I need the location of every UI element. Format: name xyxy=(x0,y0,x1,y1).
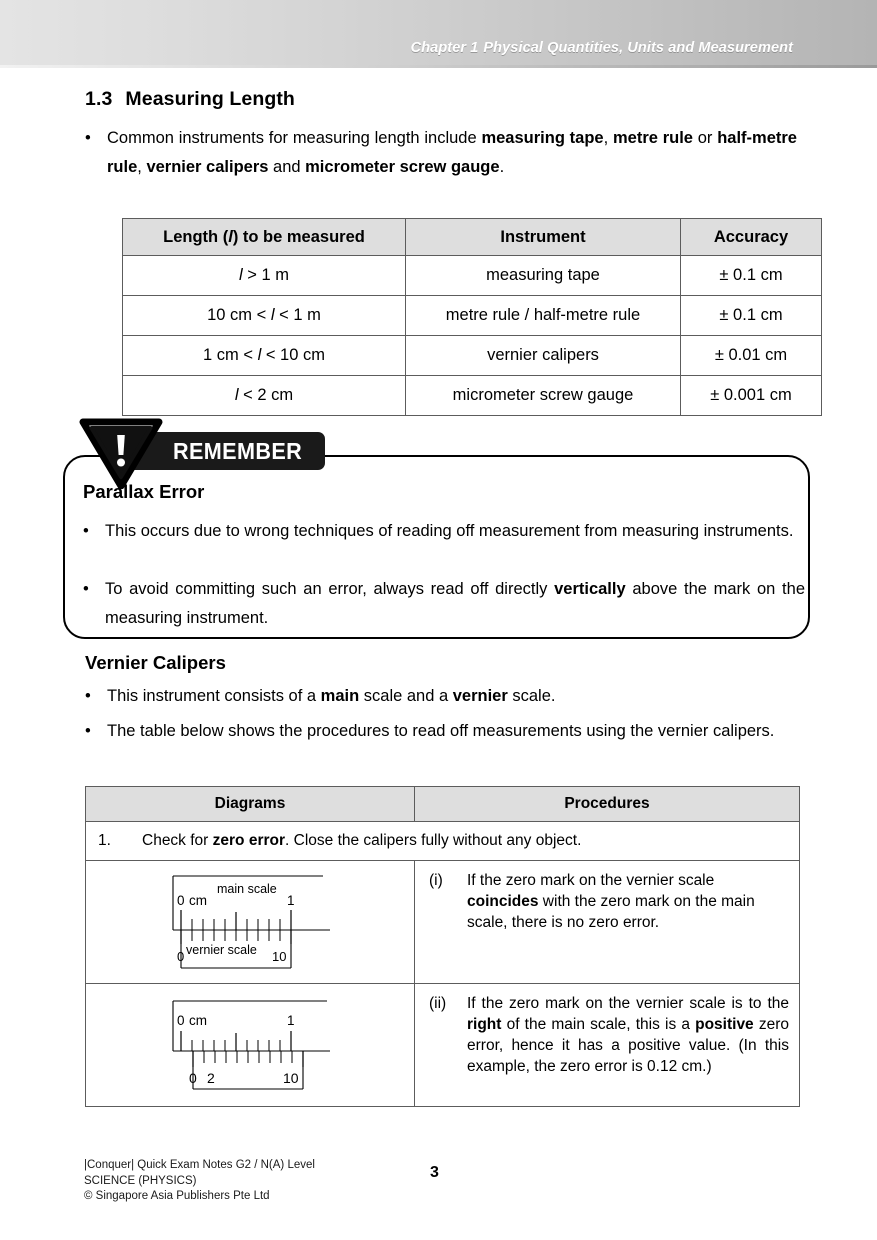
main-scale-label: main scale xyxy=(217,882,277,896)
procedure-step-cell xyxy=(86,822,800,861)
cell-instrument: micrometer screw gauge xyxy=(406,376,681,416)
intro-bold-5: micrometer screw gauge xyxy=(305,158,500,176)
table-row xyxy=(86,861,800,984)
remember-bullet-1-text: This occurs due to wrong techniques of reading off measurement from measuring instruments. xyxy=(105,522,794,540)
column-header-accuracy: Accuracy xyxy=(681,219,822,256)
procedure-table xyxy=(85,786,800,1107)
section-heading xyxy=(85,88,295,111)
rb2-pre: To avoid committing such an error, always read off directly xyxy=(105,580,555,598)
vernier-caliper-positive-error-diagram xyxy=(155,993,345,1097)
table-row xyxy=(86,984,800,1107)
remember-callout xyxy=(63,417,813,645)
warning-triangle-icon xyxy=(79,417,163,489)
diagram-cell-positive-error xyxy=(86,984,415,1107)
length-pre: 1 cm < xyxy=(203,346,258,364)
length-symbol: l xyxy=(239,266,243,284)
bullet-marker: • xyxy=(83,522,89,540)
cell-accuracy: ± 0.01 cm xyxy=(681,336,822,376)
intro-bold-4: vernier calipers xyxy=(146,158,269,176)
footer-line-2: SCIENCE (PHYSICS) xyxy=(84,1174,197,1187)
length-symbol: l xyxy=(257,346,262,364)
footer-line-3: © Singapore Asia Publishers Pte Ltd xyxy=(84,1190,270,1202)
vernier-bullet-2-text: The table below shows the procedures to read off measurements using the vernier calipers. xyxy=(107,722,775,740)
cell-length xyxy=(123,256,406,296)
length-pre: 10 cm < xyxy=(207,306,271,324)
intro-text-4: , xyxy=(137,158,147,176)
main-scale-unit: cm xyxy=(189,1013,207,1028)
intro-text-6: . xyxy=(499,158,505,176)
intro-bullet-text xyxy=(107,124,797,182)
table-row xyxy=(123,256,822,296)
length-rest: < 10 cm xyxy=(261,346,325,364)
vernier-bullet-1 xyxy=(85,682,799,711)
rb2-bold: vertically xyxy=(554,580,626,598)
cell-instrument: metre rule / half-metre rule xyxy=(406,296,681,336)
vernier-caliper-zero-aligned-diagram xyxy=(155,868,345,976)
p1-mid: with the zero mark on the main scale, there is no zero error. xyxy=(467,893,755,931)
p1-bold: coincides xyxy=(467,893,539,910)
remember-badge-label: REMEMBER xyxy=(173,437,303,464)
cell-length xyxy=(123,376,406,416)
vernier-scale-ten: 10 xyxy=(283,1070,299,1086)
length-rest: < 1 m xyxy=(274,306,321,324)
column-header-instrument: Instrument xyxy=(406,219,681,256)
section-number: 1.3 xyxy=(85,88,113,110)
length-symbol: l xyxy=(234,386,239,404)
instrument-accuracy-table xyxy=(122,218,822,416)
length-suffix: ) to be measured xyxy=(232,227,365,246)
procedure-marker-i: (i) xyxy=(429,872,443,889)
vernier-scale-ten: 10 xyxy=(272,949,287,964)
p2-mid: of the main scale, this is a xyxy=(501,1016,696,1033)
length-prefix: Length ( xyxy=(163,227,229,246)
table-header-row xyxy=(123,219,822,256)
footer-line-1: |Conquer| Quick Exam Notes G2 / N(A) Level xyxy=(84,1159,315,1171)
p2-bold-1: right xyxy=(467,1016,502,1033)
vernier-calipers-heading: Vernier Calipers xyxy=(85,652,226,673)
procedure-line xyxy=(423,993,789,1077)
cell-accuracy: ± 0.1 cm xyxy=(681,256,822,296)
cell-accuracy: ± 0.1 cm xyxy=(681,296,822,336)
parallax-error-title: Parallax Error xyxy=(83,481,205,502)
main-scale-zero: 0 xyxy=(177,893,185,908)
diagram-cell-zero-aligned xyxy=(86,861,415,984)
intro-text-5: and xyxy=(268,158,306,176)
vernier-scale-label: vernier scale xyxy=(186,943,257,957)
cell-length xyxy=(123,336,406,376)
procedure-text-i xyxy=(467,870,789,933)
chapter-label: Chapter 1 xyxy=(410,40,479,56)
bullet-marker: • xyxy=(83,580,89,598)
vernier-scale-zero: 0 xyxy=(177,949,185,964)
intro-bullet xyxy=(85,124,797,182)
cell-instrument: vernier calipers xyxy=(406,336,681,376)
intro-text-2: , xyxy=(603,129,613,147)
step-number: 1. xyxy=(98,832,111,849)
vb1-mid: scale and a xyxy=(359,687,453,705)
cell-accuracy: ± 0.001 cm xyxy=(681,376,822,416)
caliper-diagram-holder xyxy=(86,861,414,983)
bullet-marker: • xyxy=(85,687,91,705)
procedure-line xyxy=(423,870,789,933)
table-row xyxy=(123,376,822,416)
p2-bold-2: positive xyxy=(695,1016,754,1033)
vb1-post: scale. xyxy=(507,687,556,705)
procedure-cell-ii xyxy=(415,984,800,1107)
intro-text-3: or xyxy=(692,129,718,147)
caliper-diagram-holder xyxy=(86,984,414,1106)
procedure-step-row xyxy=(86,822,800,861)
length-rest: > 1 m xyxy=(242,266,289,284)
rb2-post: above the mark on the measuring instrument. xyxy=(105,580,805,627)
vb1-bold-2: vernier xyxy=(452,687,508,705)
column-header-length xyxy=(123,219,406,256)
p2-post: zero error, hence it has a positive value. (In this example, the zero error is 0.12 cm.) xyxy=(467,1016,789,1075)
step-text-pre: Check for xyxy=(142,832,213,849)
length-symbol: l xyxy=(228,227,233,246)
vernier-bullet-1-text xyxy=(107,682,799,711)
main-scale-zero: 0 xyxy=(177,1013,185,1028)
p2-pre: If the zero mark on the vernier scale is to the xyxy=(467,995,789,1012)
p1-pre: If the zero mark on the vernier scale xyxy=(467,872,715,889)
cell-length xyxy=(123,296,406,336)
footer-credits xyxy=(84,1158,315,1205)
chapter-title: Physical Quantities, Units and Measurement xyxy=(483,40,793,56)
remember-bullet-1 xyxy=(83,517,801,546)
length-symbol: l xyxy=(270,306,275,324)
bullet-marker: • xyxy=(85,722,91,740)
main-scale-unit: cm xyxy=(189,893,207,908)
vb1-pre: This instrument consists of a xyxy=(107,687,321,705)
table-row xyxy=(123,296,822,336)
vb1-bold-1: main xyxy=(320,687,360,705)
length-rest: < 2 cm xyxy=(238,386,294,404)
column-header-procedures: Procedures xyxy=(415,787,800,822)
intro-bold-2: metre rule xyxy=(612,129,693,147)
remember-bullet-2 xyxy=(83,575,805,633)
column-header-diagrams: Diagrams xyxy=(86,787,415,822)
main-scale-one: 1 xyxy=(287,893,295,908)
bullet-marker: • xyxy=(85,129,91,147)
vernier-bullet-2 xyxy=(85,717,799,746)
intro-bold-1: measuring tape xyxy=(481,129,604,147)
section-title: Measuring Length xyxy=(125,88,295,110)
procedure-marker-ii: (ii) xyxy=(429,995,447,1012)
procedure-cell-i xyxy=(415,861,800,984)
cell-instrument: measuring tape xyxy=(406,256,681,296)
intro-bold-3: half-metre rule xyxy=(107,129,797,176)
vernier-scale-zero: 0 xyxy=(189,1070,197,1086)
main-scale-one: 1 xyxy=(287,1013,295,1028)
page-number: 3 xyxy=(430,1164,439,1181)
intro-text-1: Common instruments for measuring length include xyxy=(107,129,482,147)
step-text-post: . Close the calipers fully without any object. xyxy=(285,832,582,849)
table-header-row xyxy=(86,787,800,822)
remember-bullet-2-text xyxy=(105,575,805,633)
procedure-text-ii xyxy=(467,993,789,1077)
table-row xyxy=(123,336,822,376)
vernier-scale-two: 2 xyxy=(207,1070,215,1086)
step-text-bold: zero error xyxy=(212,832,286,849)
